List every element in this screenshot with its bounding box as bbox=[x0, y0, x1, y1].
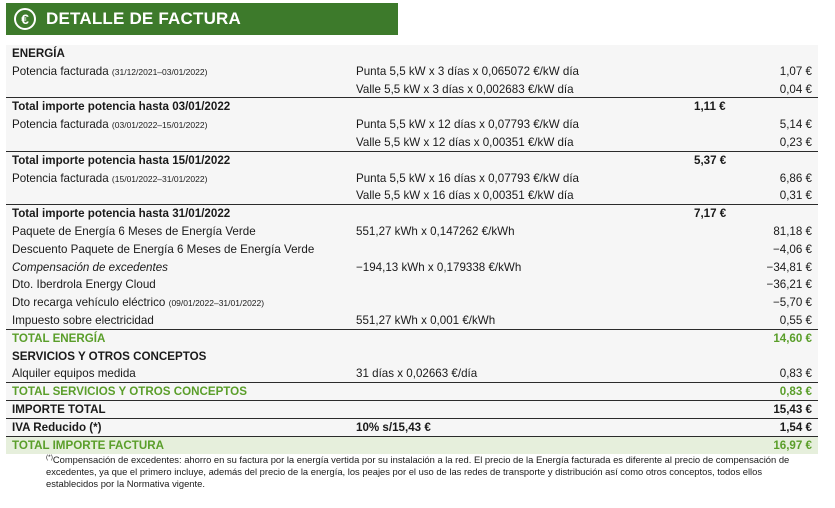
table-row bbox=[6, 98, 818, 116]
footnote bbox=[46, 452, 806, 490]
row-label-text: Potencia facturada bbox=[12, 171, 109, 185]
table-row bbox=[6, 330, 818, 348]
row-label-text: TOTAL IMPORTE FACTURA bbox=[12, 438, 165, 452]
euro-icon: € bbox=[14, 8, 36, 30]
table-row bbox=[6, 152, 818, 170]
row-label bbox=[12, 312, 154, 330]
row-label-text: Dto. Iberdrola Energy Cloud bbox=[12, 278, 156, 292]
table-row bbox=[6, 241, 818, 259]
row-label-text: SERVICIOS Y OTROS CONCEPTOS bbox=[12, 349, 207, 363]
table-row bbox=[6, 419, 818, 437]
row-amount: 0,31 € bbox=[779, 189, 812, 203]
row-label-text: ENERGÍA bbox=[12, 47, 65, 60]
row-subtotal: 5,37 € bbox=[694, 153, 727, 167]
row-date-range: (31/12/2021–03/01/2022) bbox=[111, 66, 208, 77]
table-row bbox=[6, 63, 818, 81]
row-amount: −5,70 € bbox=[772, 296, 812, 310]
row-amount: −4,06 € bbox=[772, 242, 812, 256]
invoice-table bbox=[6, 45, 818, 454]
row-label bbox=[12, 45, 65, 63]
row-label-text: Impuesto sobre electricidad bbox=[12, 313, 154, 327]
table-row bbox=[6, 383, 818, 401]
header-title: DETALLE DE FACTURA bbox=[46, 9, 241, 28]
row-amount: 0,55 € bbox=[779, 313, 812, 327]
row-detail: Valle 5,5 kW x 3 días x 0,002683 €/kW día bbox=[356, 82, 574, 96]
table-row bbox=[6, 170, 818, 188]
row-detail: 551,27 kWh x 0,147262 €/kWh bbox=[356, 224, 515, 238]
row-amount: 5,14 € bbox=[779, 118, 812, 132]
row-label bbox=[12, 205, 230, 223]
table-row bbox=[6, 116, 818, 134]
row-label-text: Paquete de Energía 6 Meses de Energía Verde bbox=[12, 224, 256, 238]
row-label-text: Total importe potencia hasta 03/01/2022 bbox=[12, 100, 231, 114]
row-detail: 10% s/15,43 € bbox=[356, 420, 431, 434]
row-detail: Punta 5,5 kW x 3 días x 0,065072 €/kW día bbox=[356, 64, 579, 78]
row-label bbox=[12, 419, 102, 437]
row-label bbox=[12, 98, 230, 116]
row-amount: 14,60 € bbox=[773, 331, 812, 345]
table-row bbox=[6, 294, 818, 312]
row-label bbox=[12, 330, 105, 348]
row-amount: −34,81 € bbox=[766, 260, 812, 274]
row-label bbox=[12, 152, 230, 170]
row-subtotal: 7,17 € bbox=[694, 207, 727, 221]
row-amount: 0,83 € bbox=[779, 385, 812, 399]
row-label-text: IMPORTE TOTAL bbox=[12, 402, 106, 416]
invoice-detail-header bbox=[6, 3, 398, 35]
row-date-range: (03/01/2022–15/01/2022) bbox=[111, 120, 208, 131]
table-row bbox=[6, 134, 818, 152]
row-label-text: IVA Reducido (*) bbox=[12, 420, 102, 434]
row-amount: 16,97 € bbox=[773, 438, 812, 452]
table-row bbox=[6, 365, 818, 383]
table-row bbox=[6, 312, 818, 330]
row-label bbox=[12, 116, 207, 135]
row-label bbox=[12, 365, 136, 383]
row-label bbox=[12, 383, 247, 401]
table-row bbox=[6, 401, 818, 419]
row-detail: 31 días x 0,02663 €/día bbox=[356, 367, 478, 381]
table-row bbox=[6, 259, 818, 277]
table-row bbox=[6, 187, 818, 205]
row-amount: 81,18 € bbox=[773, 224, 812, 238]
table-row bbox=[6, 276, 818, 294]
row-label-text: Potencia facturada bbox=[12, 118, 109, 132]
row-amount: 6,86 € bbox=[779, 171, 812, 185]
row-label-text: Total importe potencia hasta 31/01/2022 bbox=[12, 207, 231, 221]
row-label bbox=[12, 294, 264, 313]
row-date-range: (15/01/2022–31/01/2022) bbox=[111, 173, 208, 184]
row-detail: 551,27 kWh x 0,001 €/kWh bbox=[356, 313, 496, 327]
row-amount: 1,54 € bbox=[779, 420, 812, 434]
row-label-text: Compensación de excedentes bbox=[12, 260, 168, 274]
table-row bbox=[6, 45, 818, 63]
row-label-text: Dto recarga vehículo eléctrico bbox=[12, 296, 166, 310]
row-subtotal: 1,11 € bbox=[694, 100, 726, 114]
table-row bbox=[6, 81, 818, 99]
row-amount: −36,21 € bbox=[766, 278, 812, 292]
row-label bbox=[12, 276, 156, 294]
row-amount: 1,07 € bbox=[779, 64, 812, 78]
row-label-text: TOTAL ENERGÍA bbox=[12, 331, 106, 345]
row-label bbox=[12, 401, 106, 419]
row-detail: Punta 5,5 kW x 16 días x 0,07793 €/kW día bbox=[356, 171, 579, 185]
row-label bbox=[12, 241, 314, 259]
table-row bbox=[6, 205, 818, 223]
row-label bbox=[12, 223, 256, 241]
row-label-text: Descuento Paquete de Energía 6 Meses de Energía Verde bbox=[12, 242, 315, 256]
row-label bbox=[12, 170, 207, 189]
row-label-text: Alquiler equipos medida bbox=[12, 367, 136, 381]
row-label-text: Total importe potencia hasta 15/01/2022 bbox=[12, 153, 231, 167]
row-detail: −194,13 kWh x 0,179338 €/kWh bbox=[356, 260, 522, 274]
table-row bbox=[6, 223, 818, 241]
footnote-text: Compensación de excedentes: ahorro en su factura por la energía vertida por su instalación a la red. El precio de la Energía facturada es diferente al precio de compensación de excedentes, ya que el primero incluye, además del precio de la energía, los peajes por el uso de las redes de transporte y distribución así como otros conceptos, todos ellos establecidos por la Normativa vigente. bbox=[46, 454, 790, 490]
row-amount: 0,23 € bbox=[779, 135, 812, 149]
row-amount: 0,83 € bbox=[779, 367, 812, 381]
row-label bbox=[12, 348, 206, 366]
row-detail: Valle 5,5 kW x 12 días x 0,00351 €/kW día bbox=[356, 135, 574, 149]
row-label bbox=[12, 63, 207, 82]
row-amount: 15,43 € bbox=[773, 402, 812, 416]
row-detail: Punta 5,5 kW x 12 días x 0,07793 €/kW día bbox=[356, 118, 579, 132]
row-label-text: Potencia facturada bbox=[12, 64, 109, 78]
row-detail: Valle 5,5 kW x 16 días x 0,00351 €/kW día bbox=[356, 189, 574, 203]
table-row bbox=[6, 348, 818, 366]
row-label bbox=[12, 259, 168, 277]
row-amount: 0,04 € bbox=[779, 82, 812, 96]
footnote-marker: (*) bbox=[46, 454, 53, 461]
row-label-text: TOTAL SERVICIOS Y OTROS CONCEPTOS bbox=[12, 385, 247, 399]
row-date-range: (09/01/2022–31/01/2022) bbox=[168, 298, 265, 309]
